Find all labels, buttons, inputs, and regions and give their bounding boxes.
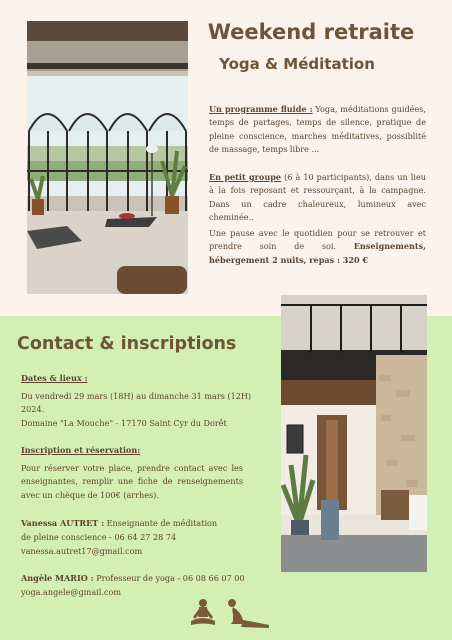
yoga-room-photo — [27, 21, 188, 294]
vanessa-role: Enseignante de méditation — [104, 518, 218, 528]
group-paragraph — [209, 171, 426, 225]
retreat-title: Weekend retraite — [207, 20, 415, 44]
inscription-text: Pour réserver votre place, prendre contact avec les enseignantes, remplir une fiche de renseignements avec un chèque de 100€ (arrhes). — [21, 463, 243, 500]
cobra-pose-icon — [225, 598, 271, 630]
vanessa-name: Vanessa AUTRET : — [21, 518, 105, 528]
venue-line: Domaine "La Mouche" - 17170 Saint Cyr du Dorêt — [21, 418, 227, 428]
programme-text: Yoga, méditations guidées, temps de partages, temps de silence, pratique de pleine conscience, marches méditatives, possiblité de massage, temps libre ... — [209, 104, 426, 155]
retreat-subtitle: Yoga & Méditation — [219, 55, 375, 73]
angele-email[interactable]: yoga.angele@gmail.com — [21, 587, 122, 597]
pause-paragraph — [209, 227, 426, 267]
dates-line-1: Du vendredi 29 mars (18H) au dimanche 31 mars (12H) — [21, 391, 252, 401]
angele-name: Angèle MARIO : — [21, 573, 94, 583]
group-text: (6 à 10 participants), dans un lieu à la fois reposant et ressourçant, à la campagne. Dans un cadre chaleureux, lumineux avec cheminée.. — [209, 172, 426, 223]
inscription-heading: Inscription et réservation: — [21, 445, 141, 455]
price-text: Enseignements, hébergement 2 nuits, repas : 320 € — [209, 241, 426, 265]
pause-text: Une pause avec le quotidien pour se retrouver et prendre soin de soi. — [209, 228, 426, 252]
contact-title: Contact & inscriptions — [17, 334, 237, 354]
vanessa-line — [21, 517, 217, 530]
programme-paragraph — [209, 103, 426, 157]
meditation-pose-icon — [188, 598, 218, 630]
mezzanine-photo — [281, 295, 427, 572]
angele-role: Professeur de yoga - 06 08 66 07 00 — [93, 573, 245, 583]
angele-line — [21, 572, 245, 585]
dates-heading: Dates & lieux : — [21, 373, 88, 383]
group-heading: En petit groupe — [209, 172, 282, 182]
dates-line-2: 2024. — [21, 404, 45, 414]
vanessa-email[interactable]: vanessa.autret17@gmail.com — [21, 546, 143, 556]
programme-heading: Un programme fluide : — [209, 104, 313, 114]
vanessa-phone: de pleine conscience - 06 64 27 28 74 — [21, 532, 177, 542]
